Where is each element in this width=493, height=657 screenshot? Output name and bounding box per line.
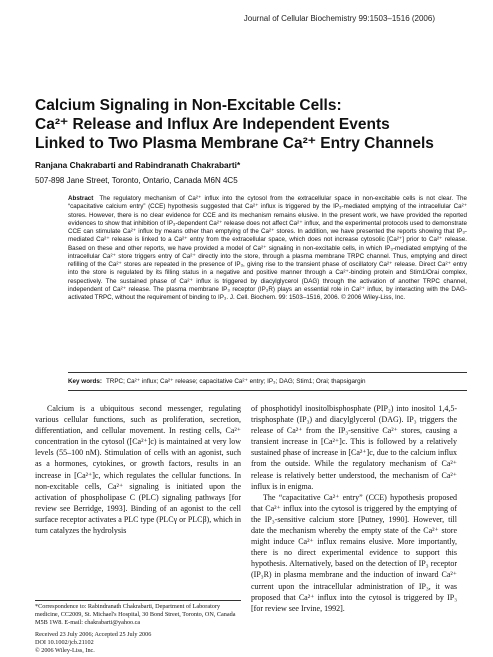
body-paragraph: Calcium is a ubiquitous second messenger, regulating various cellular functions, such as proliferation, secretion, differentiation, and cellular movement. In resting cells, Ca²⁺ concentration in the cytosol ([Ca²⁺]c) is maintained at very low levels (55–100 nM). Stimulation of cells with an agonist, such as a hormones, cytokines, or growth factors, results in an increase in [Ca²⁺]c, which regulates the cellular functions. In non-excitable cells, Ca²⁺ signaling is initiated upon the activation of phospholipase C (PLC) signaling pathways [for review see Berridge, 1993]. Binding of an agonist to the cell surface receptor activates a PLC type (PLCγ or PLCβ), which in turn catalyzes the hydrolysis (35, 404, 241, 536)
received-date: Received 23 July 2006; Accepted 25 July 2006 (35, 631, 152, 639)
body-paragraph: of phosphotidyl inositolbisphosphate (PIP₂) into inositol 1,4,5-trisphosphate (IP₃) and diacylglycerol (DAG). IP₃ triggers the release of Ca²⁺ from the IP₃-sensitive Ca²⁺ stores, causing a transient increase in [Ca²⁺]c. This is followed by a relatively sustained phase of increase in [Ca²⁺]c, due to the calcium influx from the outside. While the regulatory mechanism of Ca²⁺ release is relatively better understood, the mechanism of Ca²⁺ influx is in enigma. (251, 404, 457, 491)
abstract-divider (68, 372, 467, 373)
keywords-text: TRPC; Ca²⁺ influx; Ca²⁺ release; capacitative Ca²⁺ entry; IP₃; DAG; Stim1; Orai; thapsigargin (105, 378, 366, 385)
correspondence-note: *Correspondence to: Rabindranath Chakrabarti, Department of Laboratory medicine, CC2009, St. Michael's Hospital, 30 Bond Street, Toronto, ON, Canada M5B 1W8. E-mail: chakrabarti@yahoo.ca (35, 603, 236, 627)
keywords (68, 378, 467, 385)
doi: DOI 10.1002/jcb.21102 (35, 639, 94, 647)
footnotes (35, 603, 241, 656)
abstract-label: Abstract (68, 195, 94, 202)
affiliation: 507-898 Jane Street, Toronto, Ontario, Canada M6N 4C5 (35, 176, 238, 185)
abstract (68, 195, 467, 302)
body-left-column (35, 403, 241, 536)
footnote-divider (35, 600, 241, 601)
title-line-1: Calcium Signaling in Non-Excitable Cells: (35, 97, 342, 114)
author-list: Ranjana Chakrabarti and Rabindranath Chakrabarti* (35, 160, 241, 170)
body-paragraph: The “capacitative Ca²⁺ entry” (CCE) hypothesis proposed that Ca²⁺ influx into the cytosol is triggered by the emptying of the IP₃-sensitive calcium store [Putney, 1990]. However, till date the mechanism whereby the empty state of the Ca²⁺ store might induce Ca²⁺ influx remains elusive. More importantly, there is no direct experimental evidence to support this hypothesis. Alternatively, based on the detection of IP₃ receptor (IP₃R) in plasma membrane and the induction of inward Ca²⁺ current upon the intracellular administration of IP₃, it was proposed that Ca²⁺ influx into the cytosol is triggered by IP₃ [for review see Irvine, 1992]. (251, 492, 457, 613)
title-line-2: Ca²⁺ Release and Influx Are Independent Events (35, 116, 390, 133)
copyright: © 2006 Wiley-Liss, Inc. (35, 647, 95, 655)
body-right-column (251, 403, 457, 614)
journal-header: Journal of Cellular Biochemistry 99:1503–1516 (2006) (243, 14, 435, 23)
title-line-3: Linked to Two Plasma Membrane Ca²⁺ Entry Channels (35, 135, 434, 152)
abstract-text: The regulatory mechanism of Ca²⁺ influx into the cytosol from the extracellular space in non-excitable cells is not clear. The “capacitative calcium entry” (CCE) hypothesis suggested that Ca²⁺ influx is triggered by the IP₃-mediated emptying of the intracellular Ca²⁺ stores. However, there is no clear evidence for CCE and its mechanism remains elusive. In the present work, we have provided the reported evidences to show that inhibition of IP₃-dependent Ca²⁺ release does not affect Ca²⁺ influx, and the experimental protocols used to demonstrate CCE can stimulate Ca²⁺ influx by means other than emptying of the Ca²⁺ stores. In addition, we have presented the reports showing that IP₃-mediated Ca²⁺ release is linked to a Ca²⁺ entry from the extracellular space, which does not increase cytosolic [Ca²⁺] prior to Ca²⁺ release. Based on these and other reports, we have provided a model of Ca²⁺ signaling in non-excitable cells, in which IP₃-mediated emptying of the intracellular Ca²⁺ store triggers entry of Ca²⁺ directly into the store, through a plasma membrane TRPC channel. Thus, emptying and direct refilling of the Ca²⁺ stores are repeated in the presence of IP₃, giving rise to the transient phase of oscillatory Ca²⁺ release. Direct Ca²⁺ entry into the store is regulated by its filling status in a negative and positive manner through a Ca²⁺-binding protein and Stim1/Orai complex, respectively. The sustained phase of Ca²⁺ influx is triggered by diacylglycerol (DAG) through the activation of another TRPC channel, independent of Ca²⁺ release. The plasma membrane IP₃ receptor (IP₃R) plays an essential role in Ca²⁺ influx, by interacting with the DAG-activated TRPC, without the requirement of binding to IP₃. J. Cell. Biochem. 99: 1503–1516, 2006. © 2006 Wiley-Liss, Inc. (68, 195, 467, 301)
keywords-divider (68, 390, 467, 391)
article-title (35, 96, 475, 153)
keywords-label: Key words: (68, 378, 102, 385)
